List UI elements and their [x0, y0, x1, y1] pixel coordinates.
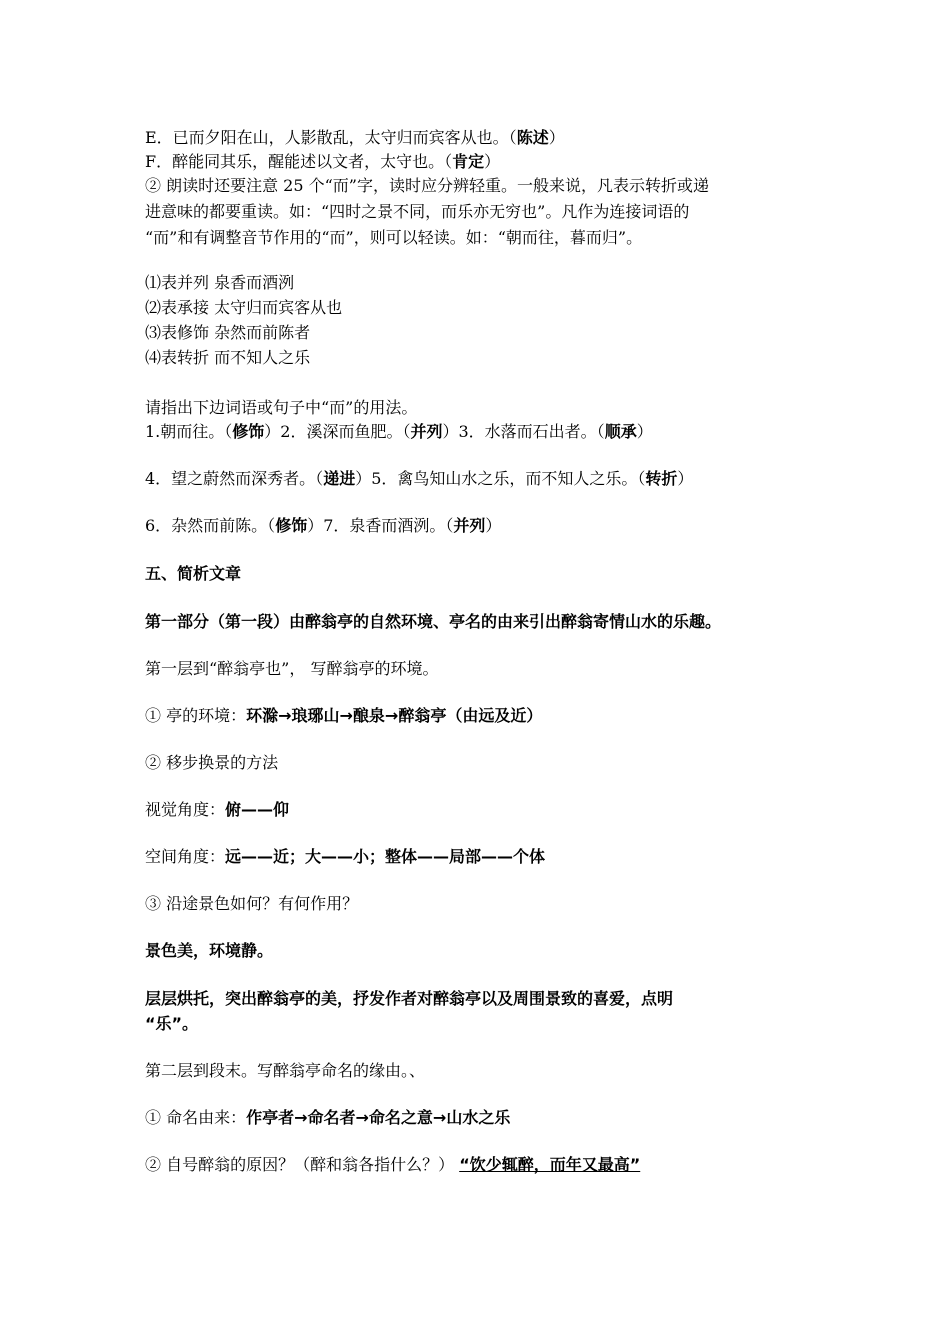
- layer-two-heading: 第二层到段末。写醉翁亭命名的缘由。、: [145, 1061, 426, 1080]
- note-line-2: 进意味的都要重读。如：“四时之景不同，而乐亦无穷也”。凡作为连接词语的: [145, 202, 690, 221]
- naming-origin: ① 命名由来：作亭者→命名者→命名之意→山水之乐: [145, 1108, 511, 1127]
- visual-angle: 视觉角度：俯——仰: [145, 800, 290, 819]
- moving-scenery-method: ② 移步换景的方法: [145, 753, 279, 772]
- exercise-line-1: 1.朝而往。（修饰）2．溪深而鱼肥。（并列）3．水落而石出者。（顺承）: [145, 422, 653, 441]
- answer-kending: 肯定: [452, 152, 485, 171]
- usage-parallel: ⑴表并列 泉香而酒洌: [145, 273, 295, 292]
- section-heading: 五、简析文章: [145, 564, 242, 583]
- line-f: F．醉能同其乐，醒能述以文者，太守也。（肯定）: [145, 152, 501, 171]
- part-one-summary: 第一部分（第一段）由醉翁亭的自然环境、亭名的由来引出醉翁寄情山水的乐趣。: [145, 612, 722, 631]
- pavilion-environment: ① 亭的环境：环滁→琅琊山→酿泉→醉翁亭（由远及近）: [145, 706, 543, 725]
- spatial-angle: 空间角度：远——近；大——小；整体——局部——个体: [145, 847, 546, 866]
- underlined-answer: “饮少辄醉，而年又最高”: [459, 1155, 641, 1174]
- exercise-question: 请指出下边词语或句子中“而”的用法。: [145, 398, 418, 417]
- scenery-answer: 景色美，环境静。: [145, 941, 274, 960]
- usage-turning: ⑷表转折 而不知人之乐: [145, 348, 311, 367]
- usage-modifier: ⑶表修饰 杂然而前陈者: [145, 323, 311, 342]
- note-line-1: ② 朗读时还要注意 25 个“而”字，读时应分辨轻重。一般来说，凡表示转折或递: [145, 176, 709, 195]
- usage-sequential: ⑵表承接 太守归而宾客从也: [145, 298, 343, 317]
- note-line-3: “而”和有调整音节作用的“而”，则可以轻读。如：“朝而往，暮而归”。: [145, 228, 643, 247]
- layered-setoff-line-1: 层层烘托，突出醉翁亭的美，抒发作者对醉翁亭以及周围景致的喜爱，点明: [145, 989, 674, 1008]
- self-title-reason: ② 自号醉翁的原因？（醉和翁各指什么？） “饮少辄醉，而年又最高”: [145, 1155, 641, 1174]
- layer-one-heading: 第一层到“醉翁亭也”， 写醉翁亭的环境。: [145, 659, 439, 678]
- answer-chenshu: 陈述: [516, 128, 549, 147]
- layered-setoff-line-2: “乐”。: [145, 1014, 199, 1033]
- scenery-question: ③ 沿途景色如何？有何作用？: [145, 894, 359, 913]
- exercise-line-2: 4．望之蔚然而深秀者。（递进）5．禽鸟知山水之乐，而不知人之乐。（转折）: [145, 469, 694, 488]
- line-e: E．已而夕阳在山，人影散乱，太守归而宾客从也。（陈述）: [145, 128, 565, 147]
- exercise-line-3: 6．杂然而前陈。（修饰）7．泉香而酒洌。（并列）: [145, 516, 502, 535]
